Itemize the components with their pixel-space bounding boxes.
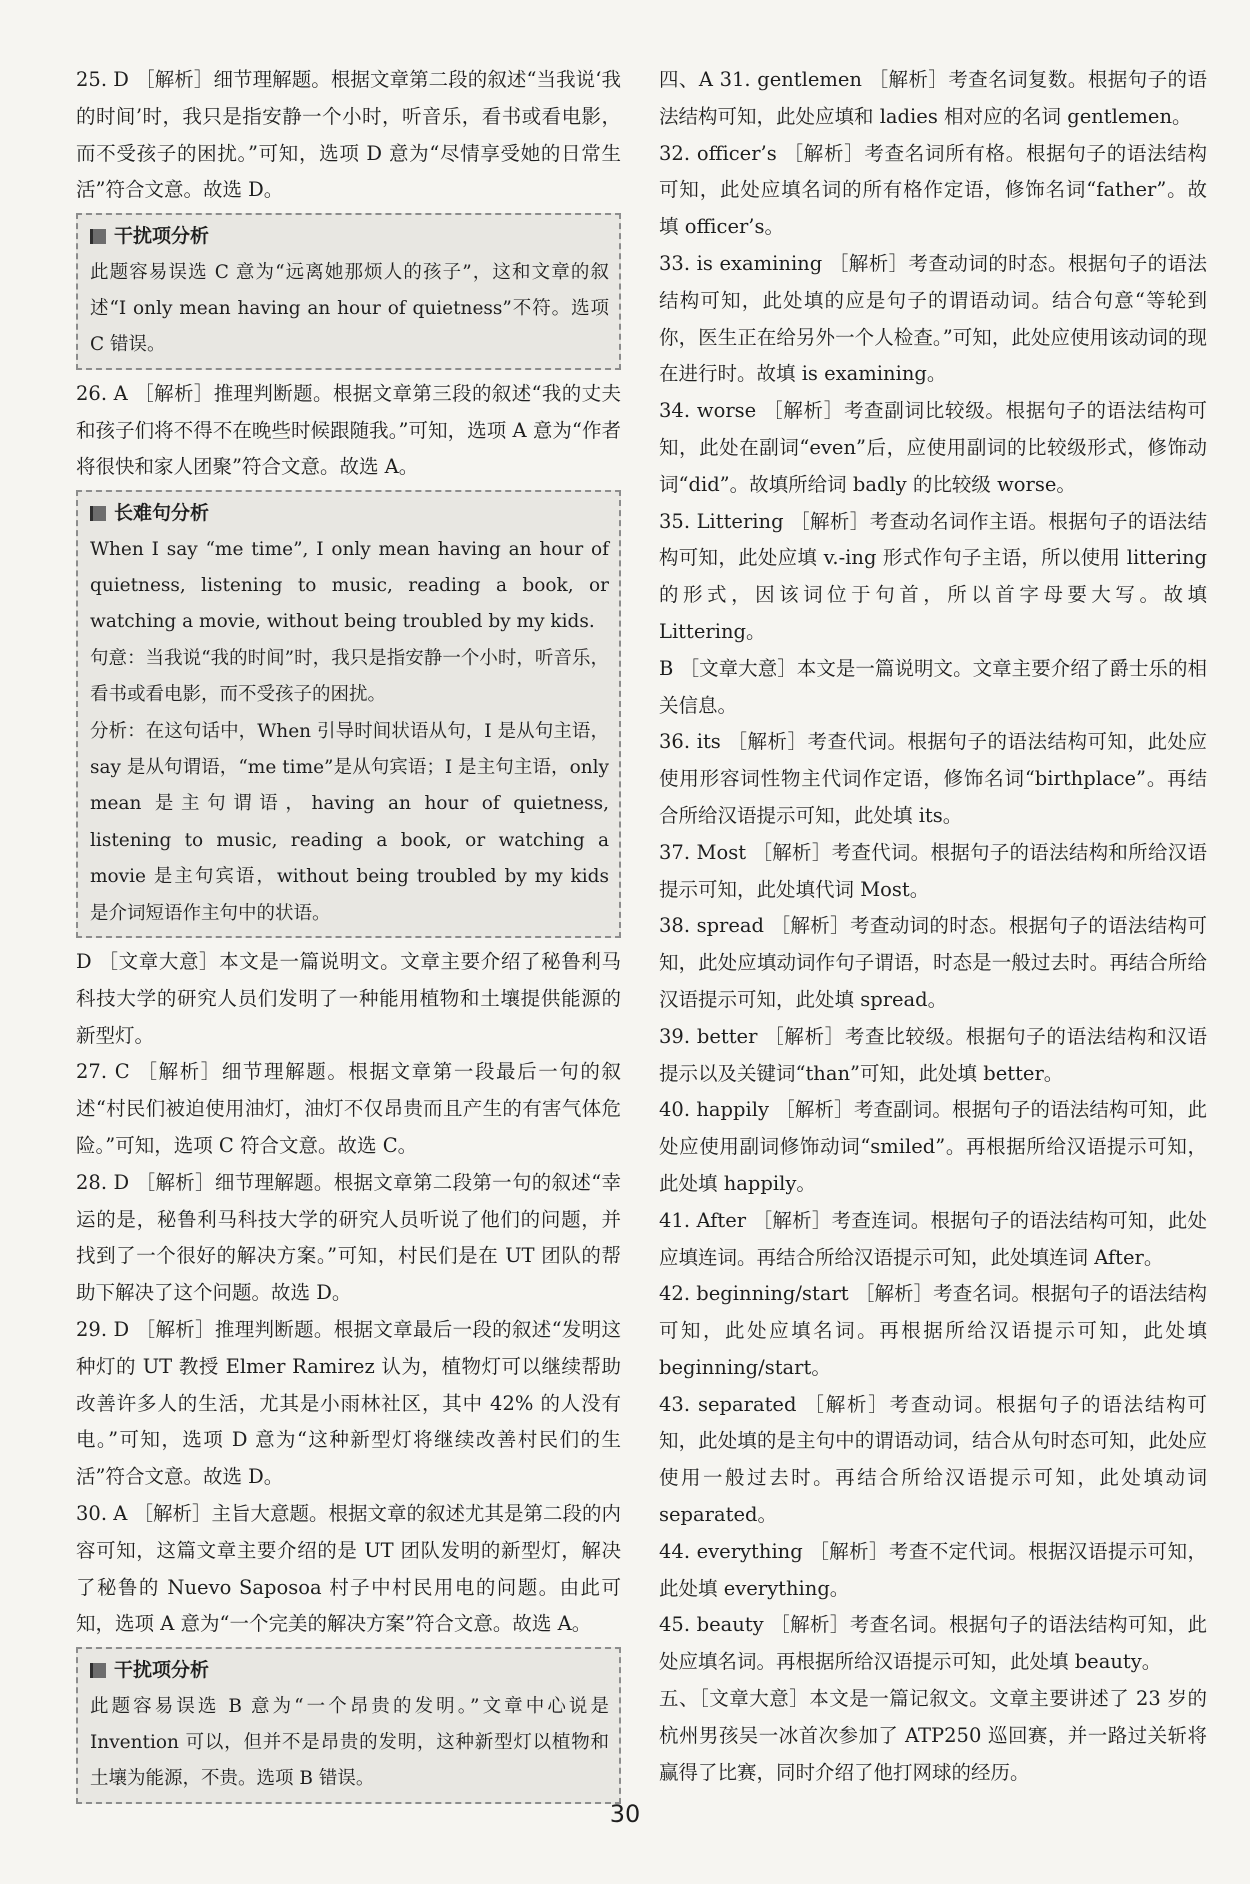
answer-paragraph: B ［文章大意］本文是一篇说明文。文章主要介绍了爵士乐的相关信息。 [659, 656, 1207, 717]
page-number: 30 [609, 1800, 641, 1828]
answer-paragraph: 33. is examining ［解析］考查动词的时态。根据句子的语法结构可知，此处填的应是句子的谓语动词。结合句意“等轮到你，医生正在给另外一个人检查。”可知，此处应使用该动词的现在进行时。故填 is examining。 [659, 251, 1207, 386]
answer-paragraph: 35. Littering ［解析］考查动名词作主语。根据句子的语法结构可知，此处应填 v.-ing 形式作句子主语，所以使用 littering 的形式，因该词位于句首，所以首字母要大写。故填 Littering。 [659, 509, 1207, 643]
answer-paragraph: 四、A 31. gentlemen ［解析］考查名词复数。根据句子的语法结构可知，此处应填和 ladies 相对应的名词 gentlemen。 [659, 68, 1207, 128]
answer-paragraph: 45. beauty ［解析］考查名词。根据句子的语法结构可知，此处应填名词。再根据所给汉语提示可知，此处填 beauty。 [659, 1613, 1207, 1674]
answer-paragraph: 39. better ［解析］考查比较级。根据句子的语法结构和汉语提示以及关键词“than”可知，此处填 better。 [659, 1024, 1207, 1085]
analysis-box-text: 分析：在这句话中，When 引导时间状语从句，I 是从句主语，say 是从句谓语，“me time”是从句宾语；I 是主句主语，only mean 是主句谓语，having an hour of quietness, listening to music, reading a book, or watching a movie 是主句宾语，without being troubled by my kids 是介词短语作主句中的状语。 [90, 720, 609, 924]
analysis-box [76, 1647, 621, 1804]
answer-paragraph: 28. D ［解析］细节理解题。根据文章第二段第一句的叙述“幸运的是，秘鲁利马科技大学的研究人员听说了他们的问题，并找到了一个很好的解决方案。”可知，村民们是在 UT 团队的帮助下解决了这个问题。故选 D。 [76, 1170, 621, 1305]
answer-paragraph: 42. beginning/start ［解析］考查名词。根据句子的语法结构可知，此处应填名词。再根据所给汉语提示可知，此处填 beginning/start。 [659, 1282, 1207, 1379]
answer-paragraph: 36. its ［解析］考查代词。根据句子的语法结构可知，此处应使用形容词性物主代词作定语，修饰名词“birthplace”。再结合所给汉语提示可知，此处填 its。 [659, 730, 1207, 827]
answer-paragraph: 32. officer’s ［解析］考查名词所有格。根据句子的语法结构可知，此处应填名词的所有格作定语，修饰名词“father”。故填 officer’s。 [659, 141, 1207, 239]
answer-paragraph: 26. A ［解析］推理判断题。根据文章第三段的叙述“我的丈夫和孩子们将不得不在晚些时候跟随我。”可知，选项 A 意为“作者将很快和家人团聚”符合文意。故选 A。 [76, 381, 621, 479]
analysis-box [76, 490, 621, 938]
book-icon [90, 229, 106, 244]
answer-paragraph: 30. A ［解析］主旨大意题。根据文章的叙述尤其是第二段的内容可知，这篇文章主要介绍的是 UT 团队发明的新型灯，解决了秘鲁的 Nuevo Saposoa 村子中村民用电的问题。由此可知，选项 A 意为“一个完美的解决方案”符合文意。故选 A。 [76, 1502, 621, 1636]
analysis-box-title-text: 干扰项分析 [114, 1659, 210, 1682]
answer-paragraph: 五、［文章大意］本文是一篇记叙文。文章主要讲述了 23 岁的杭州男孩吴一冰首次参加了 ATP250 巡回赛，并一路过关斩将赢得了比赛，同时介绍了他打网球的经历。 [659, 1687, 1207, 1784]
answer-paragraph: 41. After ［解析］考查连词。根据句子的语法结构可知，此处应填连词。再结合所给汉语提示可知，此处填连词 After。 [659, 1208, 1207, 1269]
analysis-box-text: 此题容易误选 B 意为“一个昂贵的发明。”文章中心说是 Invention 可以，但并不是昂贵的发明，这种新型灯以植物和土壤为能源，不贵。选项 B 错误。 [90, 1695, 609, 1790]
answer-paragraph: 37. Most ［解析］考查代词。根据句子的语法结构和所给汉语提示可知，此处填代词 Most。 [659, 840, 1207, 901]
answer-paragraph: 38. spread ［解析］考查动词的时态。根据句子的语法结构可知，此处应填动词作句子谓语，时态是一般过去时。再结合所给汉语提示可知，此处填 spread。 [659, 914, 1207, 1011]
analysis-box-title-text: 干扰项分析 [114, 225, 210, 248]
analysis-box [76, 213, 621, 370]
left-column [76, 62, 621, 1810]
analysis-box-title [90, 1652, 609, 1688]
analysis-box-text: 句意：当我说“我的时间”时，我只是指安静一个小时，听音乐，看书或看电影，而不受孩子的困扰。 [90, 647, 609, 706]
right-column [659, 62, 1207, 1791]
column-divider [640, 62, 641, 1782]
answer-paragraph: 27. C ［解析］细节理解题。根据文章第一段最后一句的叙述“村民们被迫使用油灯，油灯不仅昂贵而且产生的有害气体危险。”可知，选项 C 符合文意。故选 C。 [76, 1060, 621, 1158]
book-icon [90, 1663, 106, 1678]
analysis-box-title-text: 长难句分析 [114, 502, 210, 525]
answer-paragraph: 29. D ［解析］推理判断题。根据文章最后一段的叙述“发明这种灯的 UT 教授 Elmer Ramirez 认为，植物灯可以继续帮助改善许多人的生活，尤其是小雨林社区，其中 42% 的人没有电。”可知，选项 D 意为“这种新型灯将继续改善村民们的生活”符合文意。故选 D。 [76, 1318, 621, 1489]
answer-paragraph: 34. worse ［解析］考查副词比较级。根据句子的语法结构可知，此处在副词“even”后，应使用副词的比较级形式，修饰动词“did”。故填所给词 badly 的比较级 worse。 [659, 399, 1207, 496]
answer-paragraph: D ［文章大意］本文是一篇说明文。文章主要介绍了秘鲁利马科技大学的研究人员们发明了一种能用植物和土壤提供能源的新型灯。 [76, 950, 621, 1047]
analysis-box-title [90, 218, 609, 254]
answer-paragraph: 43. separated ［解析］考查动词。根据句子的语法结构可知，此处填的是主句中的谓语动词，结合从句时态可知，此处应使用一般过去时。再结合所给汉语提示可知，此处填动词 separated。 [659, 1392, 1207, 1527]
analysis-box-text: When I say “me time”, I only mean having an hour of quietness, listening to music, reading a book, or watching a movie, without being troubled by my kids. [90, 538, 609, 633]
analysis-box-text: 此题容易误选 C 意为“远离她那烦人的孩子”，这和文章的叙述“I only mean having an hour of quietness”不符。选项 C 错误。 [90, 261, 609, 356]
analysis-box-title [90, 495, 609, 531]
book-icon [90, 506, 106, 521]
answer-paragraph: 25. D ［解析］细节理解题。根据文章第二段的叙述“当我说‘我的时间’时，我只是指安静一个小时，听音乐，看书或看电影，而不受孩子的困扰。”可知，选项 D 意为“尽情享受她的日常生活”符合文意。故选 D。 [76, 68, 621, 202]
answer-paragraph: 40. happily ［解析］考查副词。根据句子的语法结构可知，此处应使用副词修饰动词“smiled”。再根据所给汉语提示可知，此处填 happily。 [659, 1098, 1207, 1195]
answer-paragraph: 44. everything ［解析］考查不定代词。根据汉语提示可知，此处填 everything。 [659, 1539, 1207, 1600]
